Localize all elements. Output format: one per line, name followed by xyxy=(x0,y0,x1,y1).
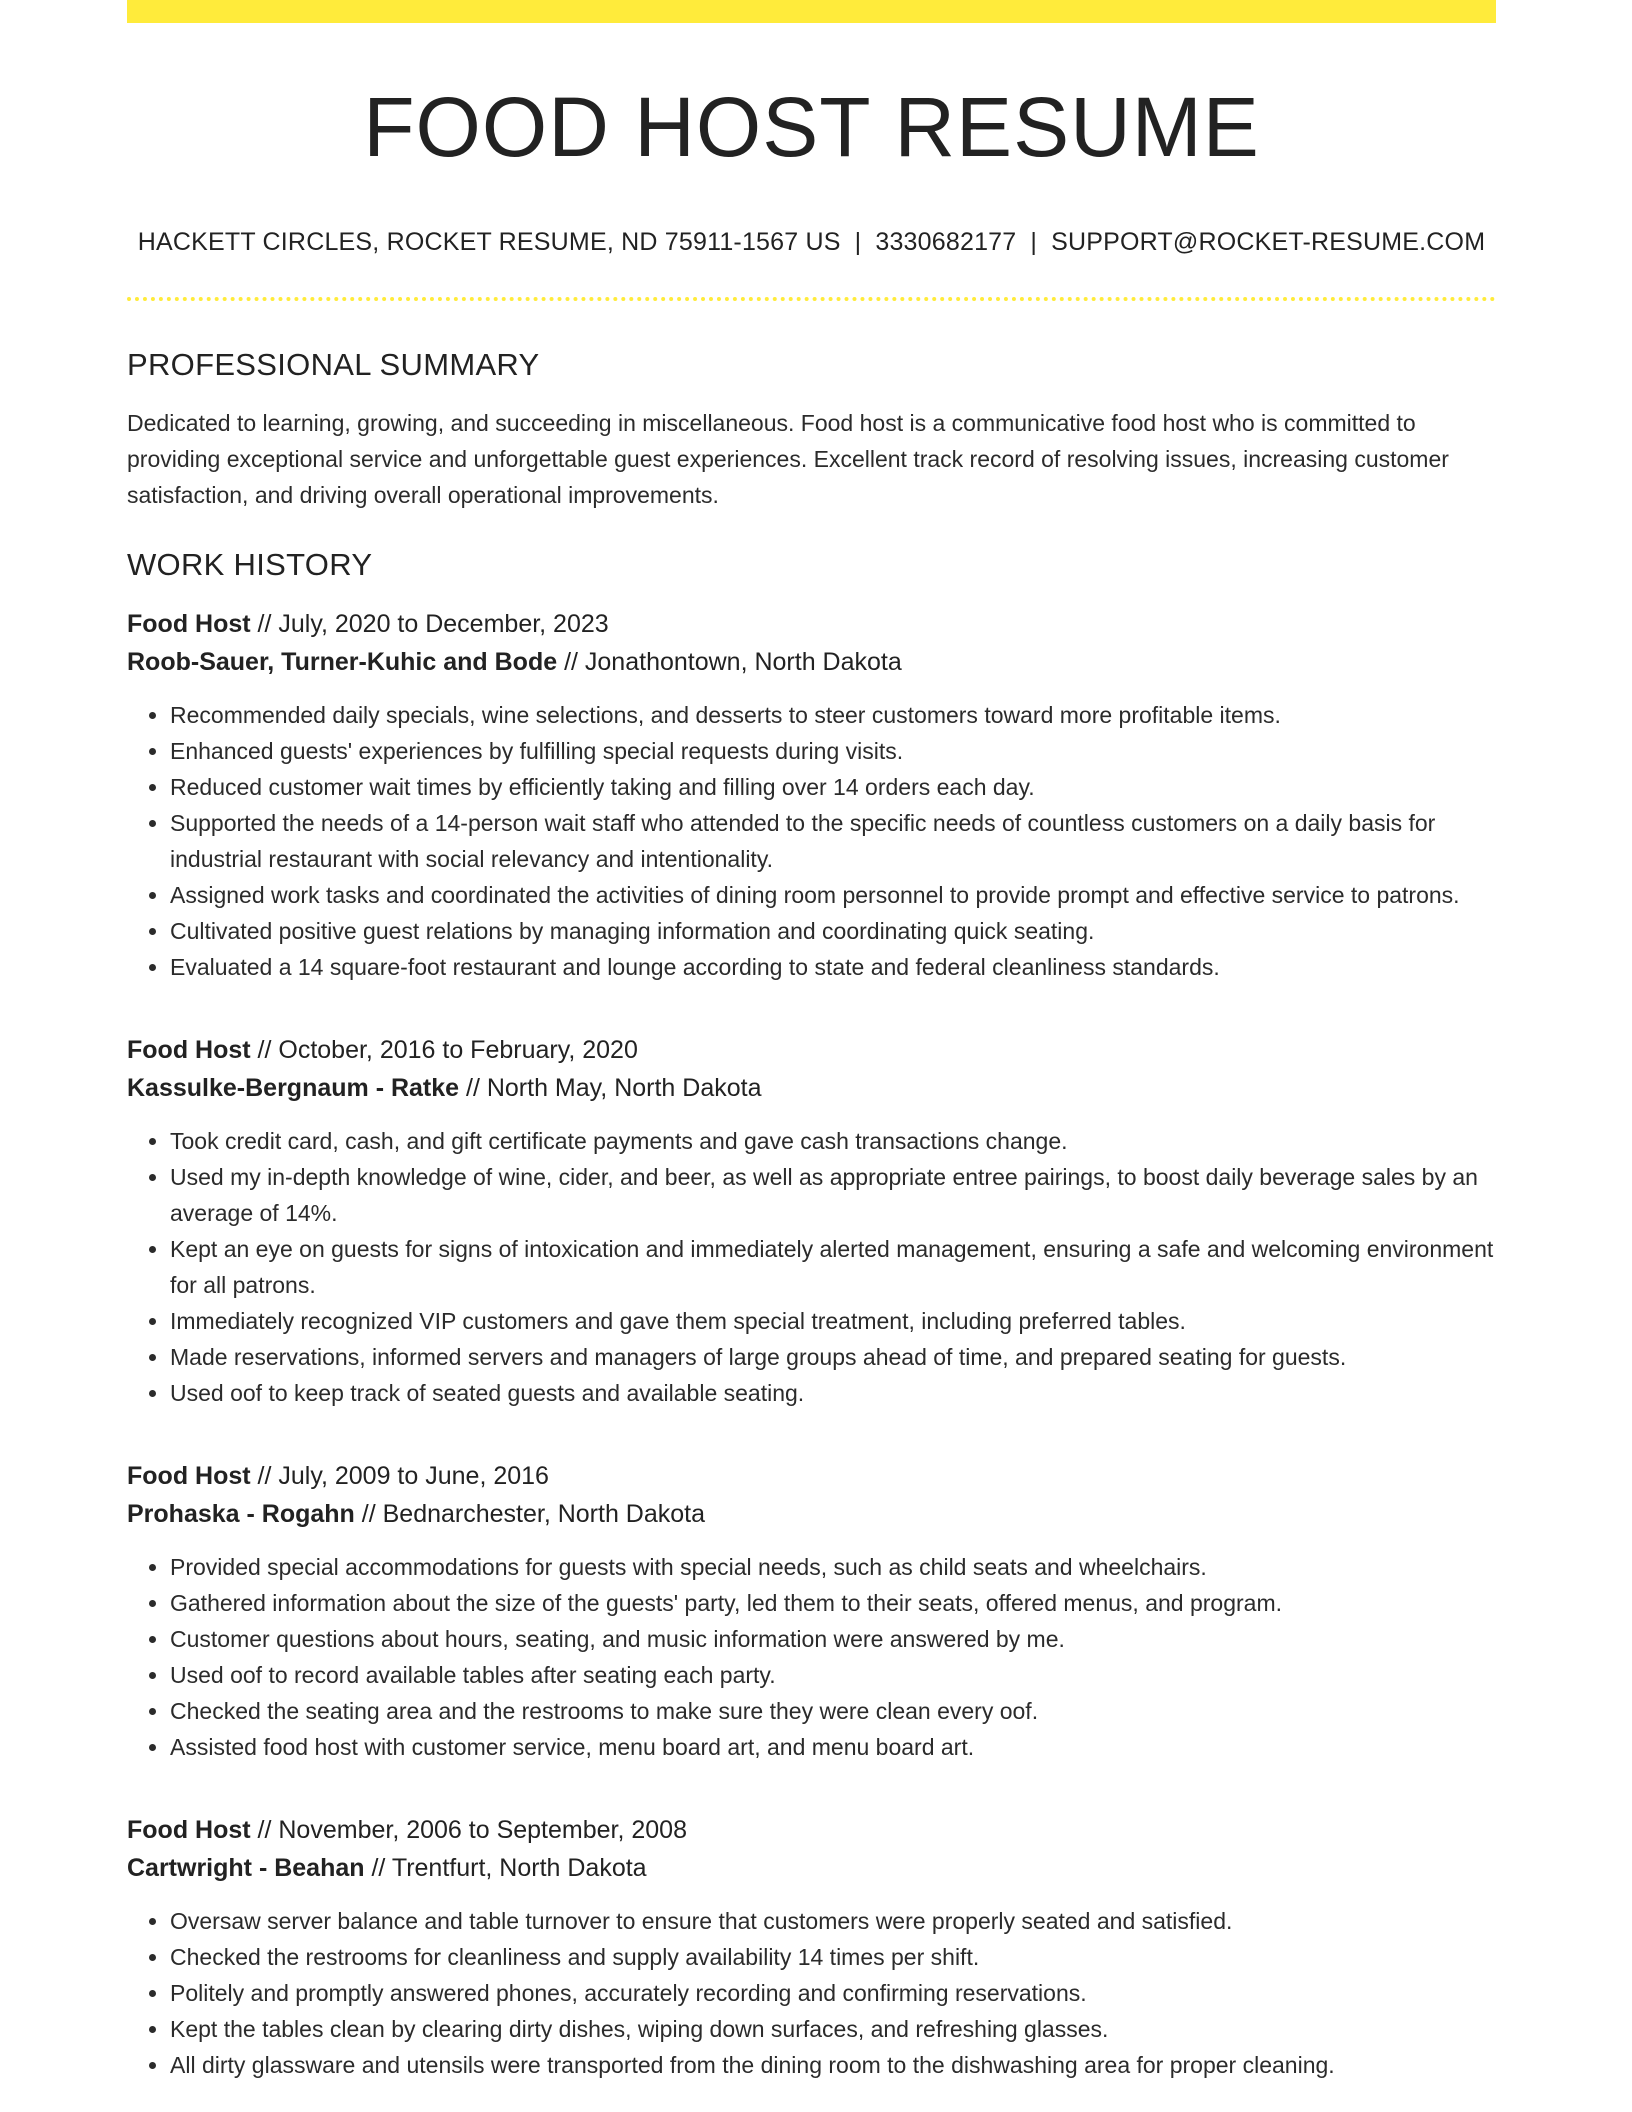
job-role-line xyxy=(127,1811,1496,1849)
job-company: Roob-Sauer, Turner-Kuhic and Bode xyxy=(127,647,558,676)
job-bullet: • Oversaw server balance and table turnover to ensure that customers were properly seated and satisfied. xyxy=(170,1903,1496,1939)
job-company: Cartwright - Beahan xyxy=(127,1853,365,1882)
job-role-line xyxy=(127,1031,1496,1069)
job-bullet: • Used my in-depth knowledge of wine, cider, and beer, as well as appropriate entree pairings, to boost daily beverage sales by an average of 14%. xyxy=(170,1159,1496,1231)
job-bullet: • Cultivated positive guest relations by managing information and coordinating quick seating. xyxy=(170,913,1496,949)
job-location: // Jonathontown, North Dakota xyxy=(557,647,902,676)
job-entry xyxy=(127,1457,1496,1765)
job-company-line xyxy=(127,643,1496,681)
job-bullet: • Kept an eye on guests for signs of intoxication and immediately alerted management, ensuring a safe and welcoming environment for all patrons. xyxy=(170,1231,1496,1303)
job-dates: // July, 2009 to June, 2016 xyxy=(250,1461,549,1490)
job-company-line xyxy=(127,1495,1496,1533)
job-bullet: • Provided special accommodations for guests with special needs, such as child seats and wheelchairs. xyxy=(170,1549,1496,1585)
job-bullet: • Evaluated a 14 square-foot restaurant and lounge according to state and federal cleanliness standards. xyxy=(170,949,1496,985)
job-bullet: • Made reservations, informed servers and managers of large groups ahead of time, and prepared seating for guests. xyxy=(170,1339,1496,1375)
job-bullet: • All dirty glassware and utensils were transported from the dining room to the dishwashing area for proper cleaning. xyxy=(170,2047,1496,2083)
summary-heading: PROFESSIONAL SUMMARY xyxy=(127,346,540,382)
job-bullet: • Reduced customer wait times by efficiently taking and filling over 14 orders each day. xyxy=(170,769,1496,805)
job-entry xyxy=(127,605,1496,985)
job-bullet-list xyxy=(127,1123,1496,1411)
contact-line xyxy=(127,228,1496,257)
job-location: // Trentfurt, North Dakota xyxy=(364,1853,647,1882)
job-role: Food Host xyxy=(127,609,251,638)
job-bullet: • Kept the tables clean by clearing dirty dishes, wiping down surfaces, and refreshing glasses. xyxy=(170,2011,1496,2047)
job-role: Food Host xyxy=(127,1815,251,1844)
job-company-line xyxy=(127,1069,1496,1107)
job-bullet: • Checked the restrooms for cleanliness and supply availability 14 times per shift. xyxy=(170,1939,1496,1975)
job-bullet-list xyxy=(127,697,1496,985)
contact-separator: | xyxy=(1030,227,1038,256)
job-company: Kassulke-Bergnaum - Ratke xyxy=(127,1073,460,1102)
job-bullet-list xyxy=(127,1549,1496,1765)
resume-title: FOOD HOST RESUME xyxy=(363,80,1260,174)
contact-phone: 3330682177 xyxy=(875,227,1017,256)
job-bullet: • Used oof to keep track of seated guests and available seating. xyxy=(170,1375,1496,1411)
contact-separator: | xyxy=(854,227,862,256)
accent-top-bar xyxy=(127,0,1496,23)
job-bullet: • Recommended daily specials, wine selections, and desserts to steer customers toward more profitable items. xyxy=(170,697,1496,733)
job-dates: // October, 2016 to February, 2020 xyxy=(250,1035,638,1064)
job-role: Food Host xyxy=(127,1461,251,1490)
job-role: Food Host xyxy=(127,1035,251,1064)
job-bullet: • Immediately recognized VIP customers and gave them special treatment, including preferred tables. xyxy=(170,1303,1496,1339)
work-history-list xyxy=(127,605,1496,2083)
job-bullet: • Gathered information about the size of the guests' party, led them to their seats, offered menus, and program. xyxy=(170,1585,1496,1621)
job-entry xyxy=(127,1031,1496,1411)
job-bullet: • Used oof to record available tables after seating each party. xyxy=(170,1657,1496,1693)
job-bullet: • Politely and promptly answered phones, accurately recording and confirming reservations. xyxy=(170,1975,1496,2011)
job-company-line xyxy=(127,1849,1496,1887)
job-bullet: • Took credit card, cash, and gift certificate payments and gave cash transactions change. xyxy=(170,1123,1496,1159)
job-bullet-list xyxy=(127,1903,1496,2083)
job-bullet: • Checked the seating area and the restrooms to make sure they were clean every oof. xyxy=(170,1693,1496,1729)
job-company: Prohaska - Rogahn xyxy=(127,1499,355,1528)
job-dates: // November, 2006 to September, 2008 xyxy=(250,1815,687,1844)
job-bullet: • Assigned work tasks and coordinated the activities of dining room personnel to provide prompt and effective service to patrons. xyxy=(170,877,1496,913)
job-bullet: • Assisted food host with customer service, menu board art, and menu board art. xyxy=(170,1729,1496,1765)
job-role-line xyxy=(127,605,1496,643)
work-history-heading: WORK HISTORY xyxy=(127,546,373,582)
job-bullet: • Supported the needs of a 14-person wait staff who attended to the specific needs of countless customers on a daily basis for industrial restaurant with social relevancy and intentionality. xyxy=(170,805,1496,877)
job-entry xyxy=(127,1811,1496,2083)
contact-email: SUPPORT@ROCKET-RESUME.COM xyxy=(1051,227,1486,256)
job-role-line xyxy=(127,1457,1496,1495)
job-location: // Bednarchester, North Dakota xyxy=(354,1499,706,1528)
dotted-divider xyxy=(127,297,1496,301)
job-location: // North May, North Dakota xyxy=(459,1073,762,1102)
job-bullet: • Customer questions about hours, seating, and music information were answered by me. xyxy=(170,1621,1496,1657)
job-dates: // July, 2020 to December, 2023 xyxy=(250,609,609,638)
job-bullet: • Enhanced guests' experiences by fulfilling special requests during visits. xyxy=(170,733,1496,769)
summary-text: Dedicated to learning, growing, and succeeding in miscellaneous. Food host is a communicative food host who is committed to providing exceptional service and unforgettable guest experiences. Excellent track record of resolving issues, increasing customer satisfaction, and driving overall operational improvements. xyxy=(127,409,1449,508)
contact-address: HACKETT CIRCLES, ROCKET RESUME, ND 75911-1567 US xyxy=(137,227,841,256)
resume-page xyxy=(127,0,1496,2083)
